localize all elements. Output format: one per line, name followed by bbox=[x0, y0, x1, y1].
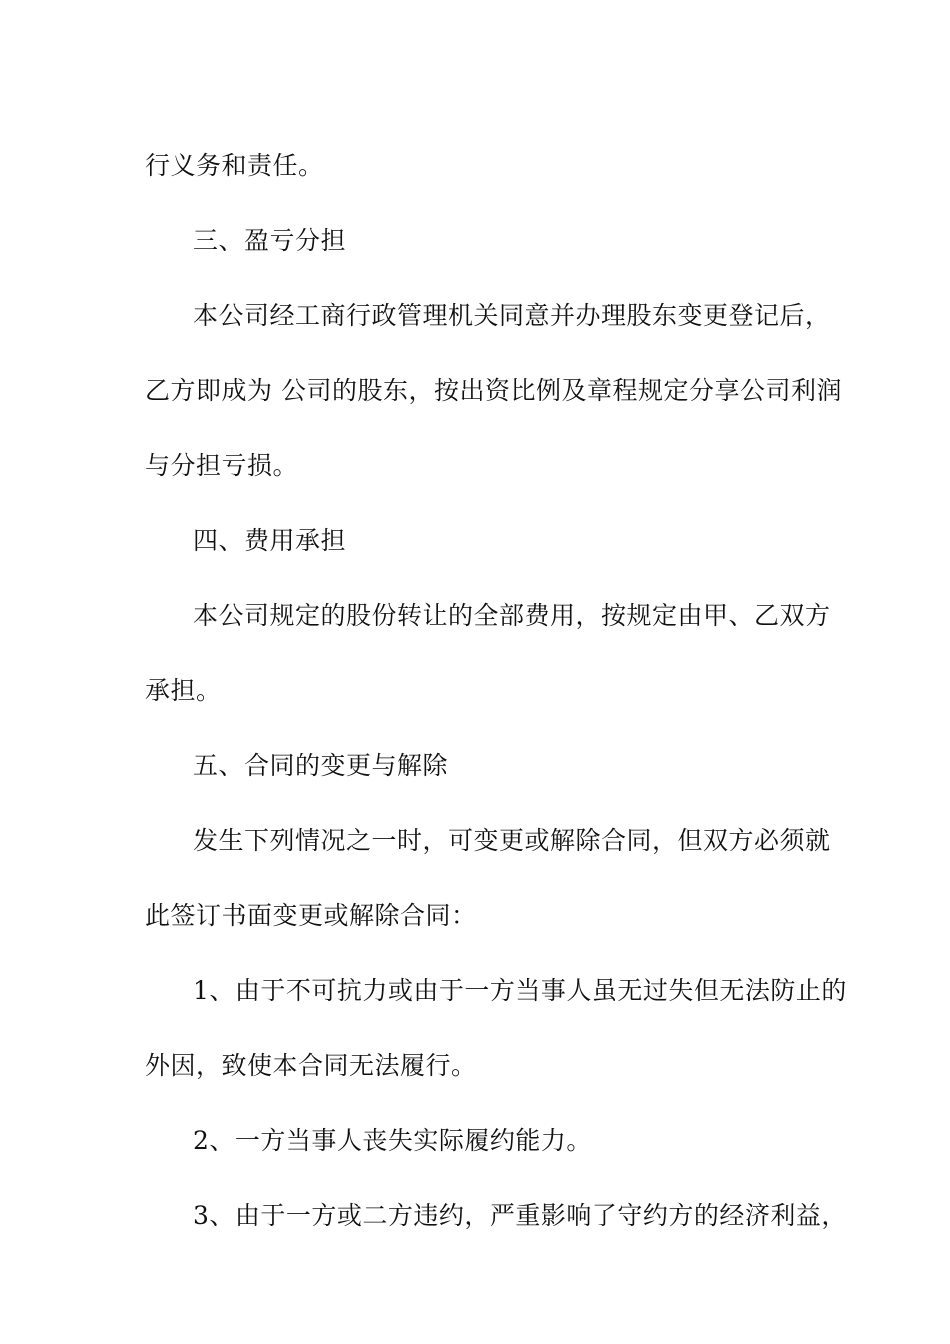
section-heading-3: 三、盈亏分担 bbox=[193, 226, 347, 255]
body-line: 此签订书面变更或解除合同： bbox=[145, 901, 477, 930]
body-line: 本公司规定的股份转让的全部费用，按规定由甲、乙双方 bbox=[193, 601, 831, 630]
list-item: 3、由于一方或二方违约，严重影响了守约方的经济利益， bbox=[193, 1201, 847, 1230]
body-line: 与分担亏损。 bbox=[145, 451, 299, 480]
list-item: 1、由于不可抗力或由于一方当事人虽无过失但无法防止的 bbox=[193, 976, 847, 1005]
body-line: 本公司经工商行政管理机关同意并办理股东变更登记后， bbox=[193, 301, 831, 330]
body-line: 发生下列情况之一时，可变更或解除合同，但双方必须就 bbox=[193, 826, 831, 855]
body-line: 行义务和责任。 bbox=[145, 151, 324, 180]
section-heading-5: 五、合同的变更与解除 bbox=[193, 751, 449, 780]
document-body bbox=[145, 128, 847, 1253]
body-line: 乙方即成为 公司的股东，按出资比例及章程规定分享公司利润 bbox=[145, 376, 842, 405]
body-line: 承担。 bbox=[145, 676, 222, 705]
list-item: 2、一方当事人丧失实际履约能力。 bbox=[193, 1126, 592, 1155]
section-heading-4: 四、费用承担 bbox=[193, 526, 347, 555]
list-item-continuation: 外因，致使本合同无法履行。 bbox=[145, 1051, 477, 1080]
